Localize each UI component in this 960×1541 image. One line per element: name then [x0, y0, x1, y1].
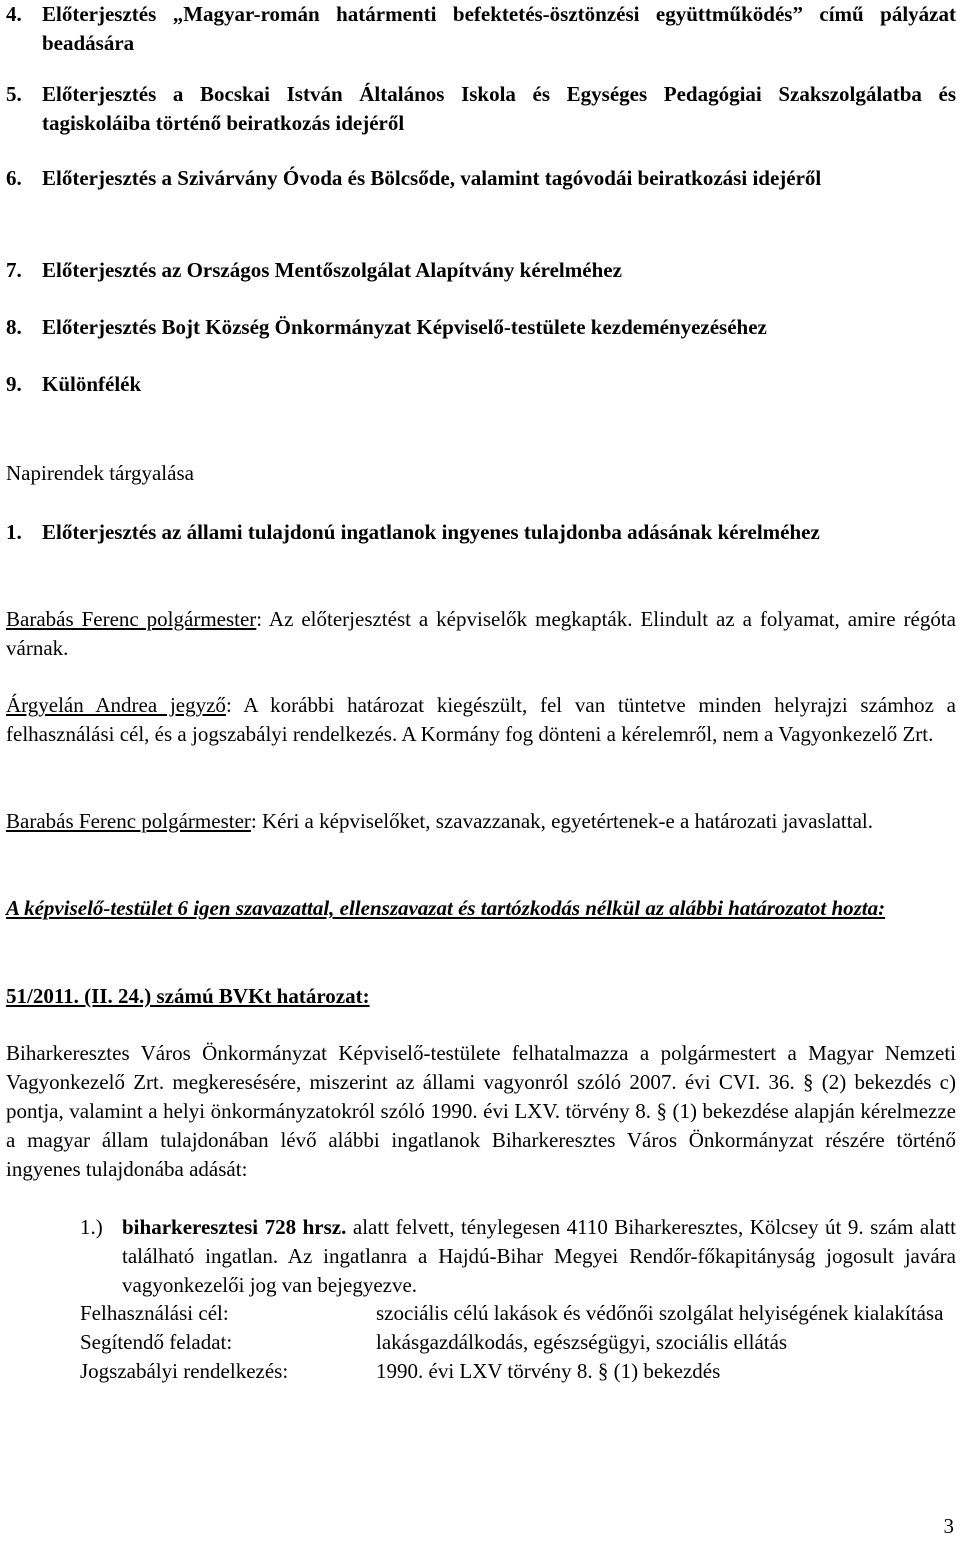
agenda-item [6, 0, 956, 58]
detail-label: Felhasználási cél: [80, 1301, 229, 1325]
detail-row [80, 1328, 956, 1357]
property-entry [6, 1213, 956, 1300]
detail-value: lakásgazdálkodás, egészségügyi, szociális ellátás [376, 1330, 788, 1354]
agenda-item [6, 313, 956, 342]
page-number: 3 [943, 1514, 954, 1538]
agenda-item [6, 80, 956, 138]
detail-value: szociális célú lakások és védőnői szolgálat helyiségének kialakítása [376, 1301, 944, 1325]
detail-row [80, 1357, 956, 1386]
agenda-number: 7. [6, 258, 22, 282]
agenda-number: 1. [6, 520, 22, 544]
agenda-item-current [6, 518, 956, 547]
agenda-number: 9. [6, 372, 22, 396]
agenda-text: Előterjesztés az állami tulajdonú ingatlanok ingyenes tulajdonba adásának kérelméhez [42, 520, 820, 544]
speech-paragraph [6, 605, 956, 663]
speaker-name: Barabás Ferenc polgármester [6, 607, 257, 631]
speech-text: : A korábbi határozat kiegészült, fel van tüntetve minden helyrajzi számhoz a felhasználási cél, és a jogszabályi rendelkezés. A Kormány fog dönteni a kérelemről, nem a Vagyonkezelő Zrt. [6, 693, 956, 746]
speech-text: : Az előterjesztést a képviselők megkapták. Elindult az a folyamat, amire régóta várnak. [6, 607, 956, 660]
agenda-text: Előterjesztés „Magyar-román határmenti befektetés-ösztönzési együttműködés” című pályázat beadására [42, 2, 956, 55]
detail-row [80, 1299, 956, 1328]
speaker-name: Árgyelán Andrea jegyző [6, 693, 226, 717]
speech-paragraph [6, 807, 956, 836]
speech-text: : Kéri a képviselőket, szavazzanak, egyetértenek-e a határozati javaslattal. [250, 809, 873, 833]
property-details [6, 1299, 956, 1386]
agenda-text: Különfélék [42, 372, 142, 396]
agenda-number: 4. [6, 2, 22, 26]
property-name: biharkeresztesi 728 hrsz. [122, 1215, 347, 1239]
agenda-text: Előterjesztés az Országos Mentőszolgálat Alapítvány kérelméhez [42, 258, 622, 282]
speaker-name: Barabás Ferenc polgármester [6, 809, 251, 833]
agenda-number: 5. [6, 82, 22, 106]
agenda-item [6, 256, 956, 285]
agenda-item [6, 370, 956, 399]
agenda-text: Előterjesztés Bojt Község Önkormányzat Képviselő-testülete kezdeményezéséhez [42, 315, 767, 339]
agenda-item [6, 164, 956, 193]
detail-value: 1990. évi LXV törvény 8. § (1) bekezdés [376, 1359, 721, 1383]
speech-paragraph [6, 691, 956, 749]
property-number: 1.) [80, 1215, 103, 1239]
resolution-title: 51/2011. (II. 24.) számú BVKt határozat: [6, 984, 370, 1008]
resolution-body: Biharkeresztes Város Önkormányzat Képviselő-testülete felhatalmazza a polgármestert a Magyar Nemzeti Vagyonkezelő Zrt. megkeresésére, miszerint az állami vagyonról szóló 2007. évi CVI. 36. § (2) bekezdés c) pontja, valamint a helyi önkormányzatokról szóló 1990. évi LXV. törvény 8. § (1) bekezdése alapján kérelmezze a magyar állam tulajdonában lévő alábbi ingatlanok Biharkeresztes Város Önkormányzat részére történő ingyenes tulajdonába adását: [6, 1041, 956, 1181]
section-heading: Napirendek tárgyalása [6, 461, 194, 485]
agenda-number: 8. [6, 315, 22, 339]
agenda-text: Előterjesztés a Bocskai István Általános Iskola és Egységes Pedagógiai Szakszolgálatba és tagiskoláiba történő beiratkozás idejéről [42, 82, 956, 135]
detail-label: Jogszabályi rendelkezés: [80, 1359, 289, 1383]
agenda-number: 6. [6, 166, 22, 190]
vote-statement: A képviselő-testület 6 igen szavazattal, ellenszavazat és tartózkodás nélkül az alábbi határozatot hozta: [6, 896, 886, 920]
property-description [122, 1213, 956, 1300]
agenda-text: Előterjesztés a Szivárvány Óvoda és Bölcsőde, valamint tagóvodái beiratkozási idejéről [42, 166, 822, 190]
detail-label: Segítendő feladat: [80, 1330, 233, 1354]
property-text: alatt felvett, ténylegesen 4110 Biharkeresztes, Kölcsey út 9. szám alatt található ingatlan. Az ingatlanra a Hajdú-Bihar Megyei Rendőr-főkapitányság jogosult javára vagyonkezelői jog van bejegyezve. [122, 1215, 956, 1297]
